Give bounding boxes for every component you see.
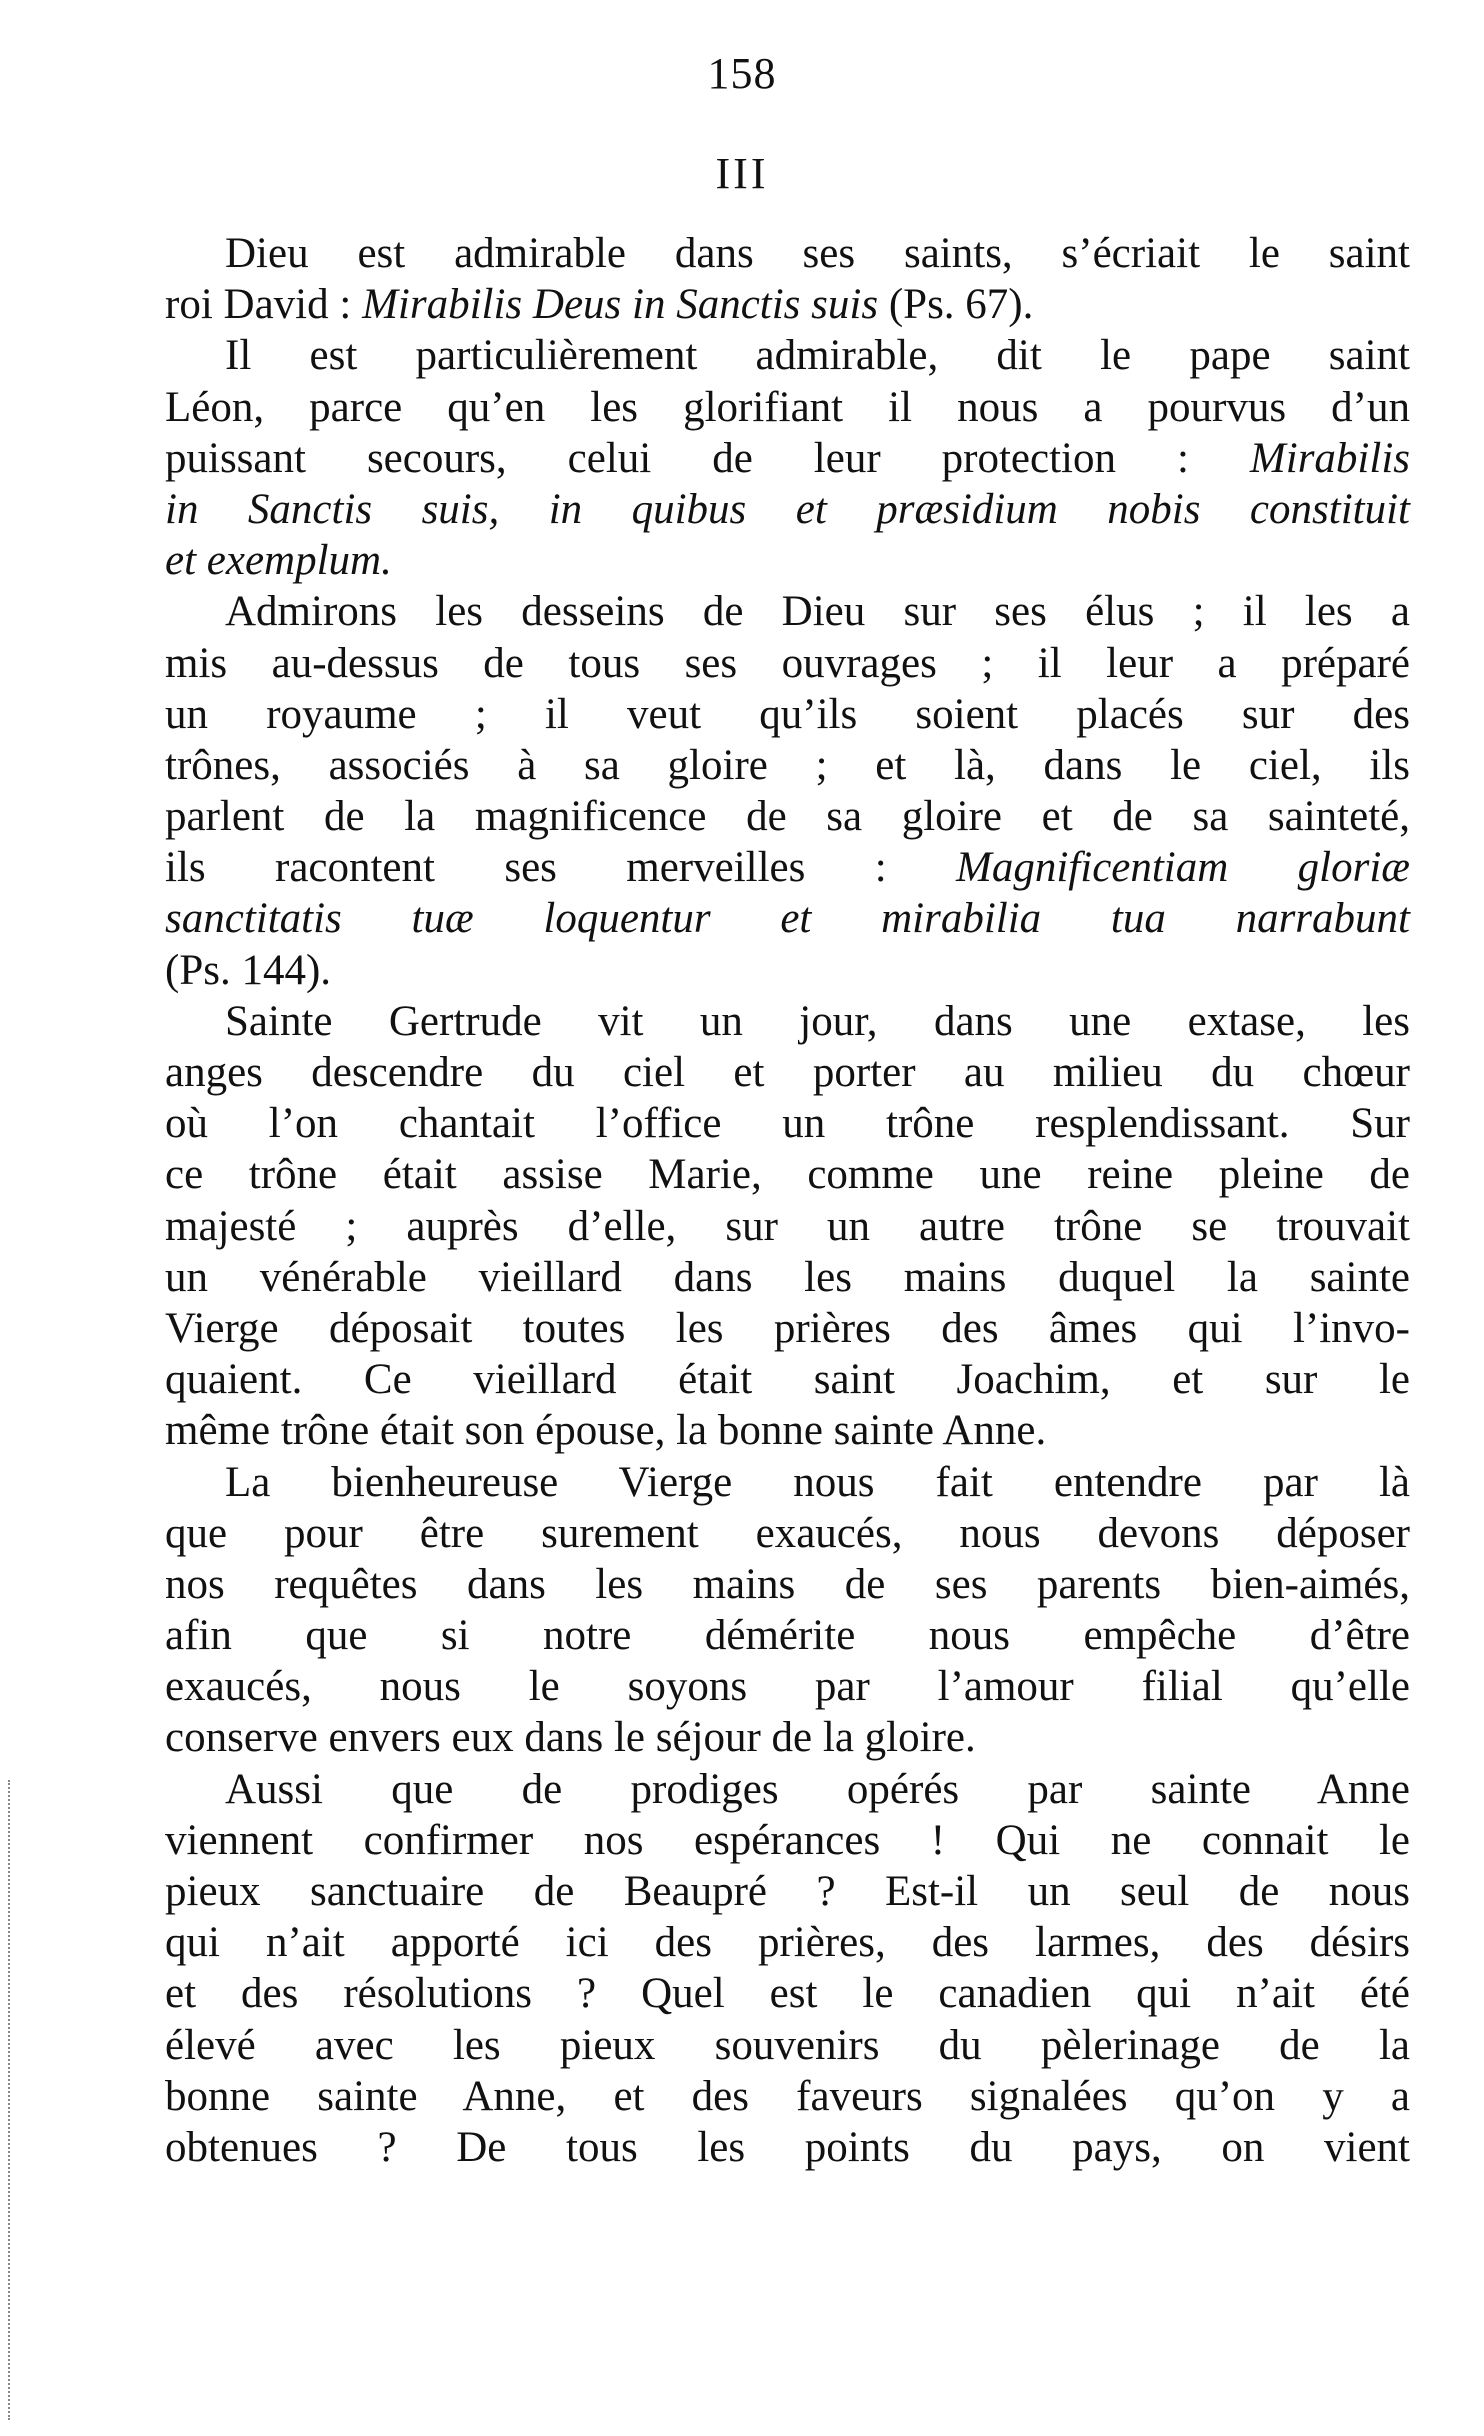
text-segment: conserve envers eux dans le séjour de la gloire. [165,1714,976,1762]
text-line [165,484,1410,535]
text-line [165,2122,1410,2173]
text-segment: exaucés, nous le soyons par l’amour filial qu’elle [165,1663,1410,1711]
text-segment: roi David : [165,281,363,329]
text-segment: que pour être surement exaucés, nous devons déposer [165,1509,1410,1557]
text-line [165,228,1410,279]
text-line [165,1866,1410,1917]
text-line [165,1201,1410,1252]
text-segment: un vénérable vieillard dans les mains duquel la sainte [165,1253,1410,1301]
text-segment: Dieu est admirable dans ses saints, s’écriait le saint [225,230,1410,277]
text-line [165,1661,1410,1712]
italic-text-segment: Magnificentiam gloriæ [956,844,1410,892]
text-segment: bonne sainte Anne, et des faveurs signalées qu’on y a [165,2072,1410,2120]
text-segment: ils racontent ses merveilles : [165,844,957,892]
italic-text-segment: et exemplum. [165,537,392,585]
italic-text-segment: Mirabilis [1249,434,1410,482]
text-segment: parlent de la magnificence de sa gloire et de sa sainteté, [165,793,1410,841]
text-line [165,1098,1410,1149]
text-segment: anges descendre du ciel et porter au milieu du chœur [165,1049,1410,1096]
text-line [165,791,1410,842]
text-line [165,2020,1410,2071]
text-line [165,1252,1410,1303]
text-segment: (Ps. 144). [165,946,332,994]
text-segment: trônes, associés à sa gloire ; et là, dans le ciel, ils [165,741,1410,789]
text-line [165,1508,1410,1559]
italic-text-segment: sanctitatis tuæ loquentur et mirabilia tua narrabunt [165,895,1410,943]
text-segment: mis au-dessus de tous ses ouvrages ; il leur a préparé [165,639,1410,687]
text-line [165,945,1410,996]
text-line [165,382,1410,433]
text-line [165,740,1410,791]
text-segment: où l’on chantait l’office un trône resplendissant. Sur [165,1100,1410,1148]
text-line [165,1815,1410,1866]
text-line [165,689,1410,740]
text-segment: pieux sanctuaire de Beaupré ? Est-il un seul de nous [165,1868,1410,1915]
text-line [165,1968,1410,2019]
text-segment: un royaume ; il veut qu’ils soient placés sur des [165,690,1410,738]
text-line [165,1712,1410,1763]
page-number: 158 [707,49,777,98]
text-line [165,2071,1410,2122]
text-segment: Il est particulièrement admirable, dit le pape saint [225,332,1410,380]
text-line [165,1610,1410,1661]
text-line [165,433,1410,484]
italic-text-segment: in Sanctis suis, in quibus et præsidium nobis constituit [165,485,1410,533]
text-segment: obtenues ? De tous les points du pays, on vient [165,2123,1410,2171]
text-line [165,330,1410,381]
text-line [165,1764,1410,1815]
text-segment: qui n’ait apporté ici des prières, des larmes, des désirs [165,1919,1410,1967]
text-segment: Vierge déposait toutes les prières des âmes qui l’invo- [165,1304,1410,1352]
body-text [165,228,1410,2173]
text-segment: viennent confirmer nos espérances ! Qui ne connait le [165,1816,1410,1864]
text-segment: élevé avec les pieux souvenirs du pèlerinage de la [165,2021,1410,2069]
text-line [165,1354,1410,1405]
text-segment: (Ps. 67). [878,281,1034,329]
text-line [165,279,1410,330]
text-segment: majesté ; auprès d’elle, sur un autre trône se trouvait [165,1202,1410,1250]
text-line [165,638,1410,689]
text-segment: Aussi que de prodiges opérés par sainte Anne [225,1765,1410,1813]
text-segment: Léon, parce qu’en les glorifiant il nous a pourvus d’un [165,383,1410,431]
text-segment: Sainte Gertrude vit un jour, dans une extase, les [225,997,1410,1045]
text-line [165,535,1410,586]
italic-text-segment: Mirabilis Deus in Sanctis suis [362,281,879,329]
text-line [165,1559,1410,1610]
text-segment: et des résolutions ? Quel est le canadien qui n’ait été [165,1970,1410,2018]
text-line [165,1303,1410,1354]
text-segment: afin que si notre démérite nous empêche d’être [165,1612,1410,1660]
text-line [165,1405,1410,1456]
text-segment: même trône était son épouse, la bonne sainte Anne. [165,1407,1047,1455]
text-line [165,1047,1410,1098]
text-line [165,1457,1410,1508]
text-segment: quaient. Ce vieillard était saint Joachim, et sur le [165,1356,1410,1404]
text-line [165,996,1410,1047]
text-line [165,586,1410,637]
text-segment: Admirons les desseins de Dieu sur ses élus ; il les a [225,588,1410,636]
text-segment: La bienheureuse Vierge nous fait entendre par là [225,1458,1410,1506]
text-segment: ce trône était assise Marie, comme une reine pleine de [165,1151,1410,1199]
margin-dotted-rule [8,1780,30,2420]
text-segment: nos requêtes dans les mains de ses parents bien-aimés, [165,1560,1410,1608]
text-line [165,1149,1410,1200]
text-segment: puissant secours, celui de leur protection : [165,434,1250,482]
text-line [165,842,1410,893]
section-heading: III [715,149,769,198]
text-line [165,893,1410,944]
text-line [165,1917,1410,1968]
